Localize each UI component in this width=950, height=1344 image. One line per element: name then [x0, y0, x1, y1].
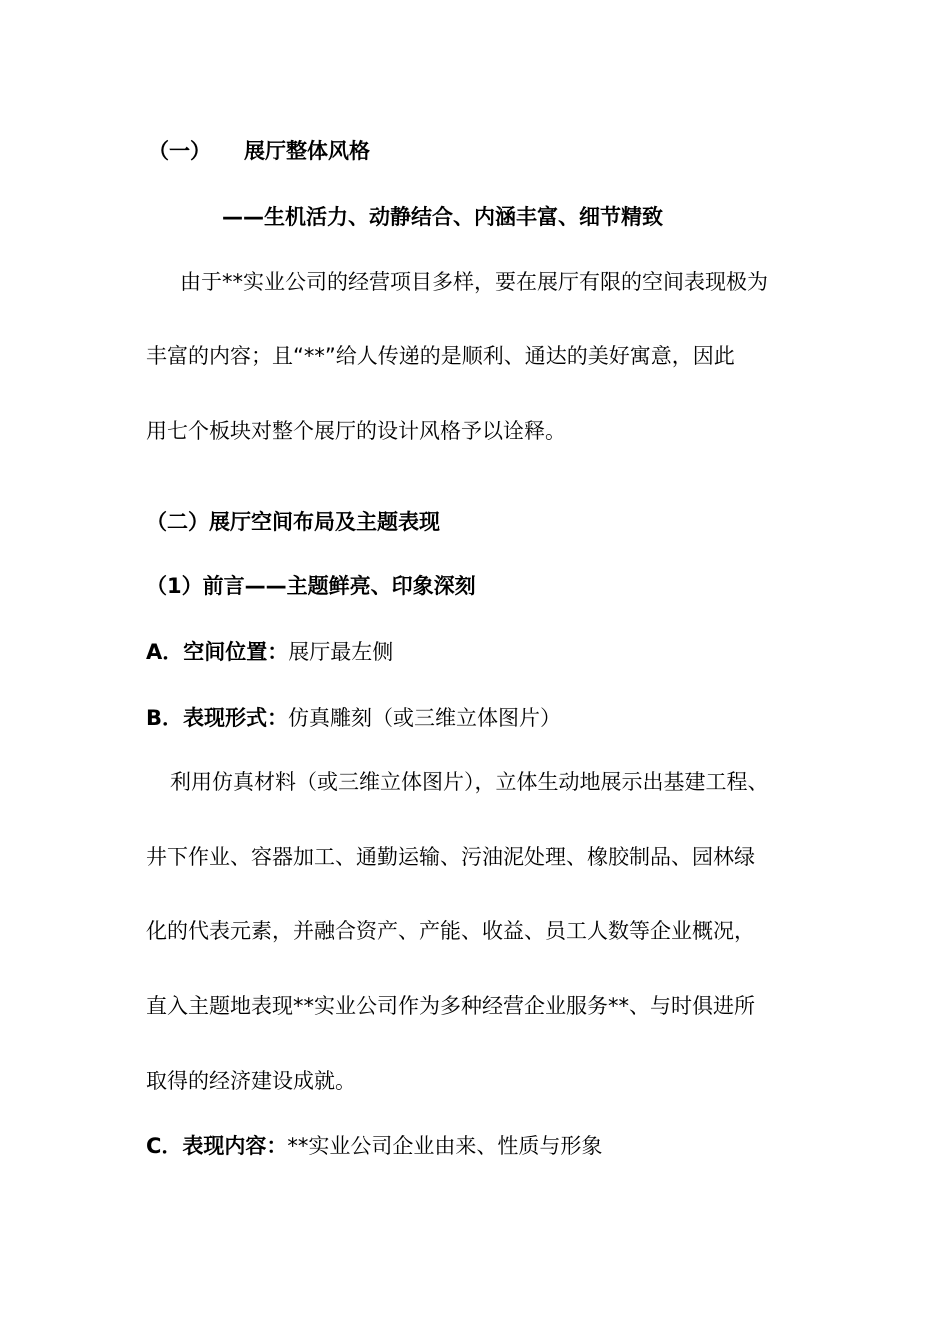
section-2-paragraph-line-3: 化的代表元素，并融合资产、产能、收益、员工人数等企业概况， [146, 919, 755, 943]
section-1-paragraph-line-2: 丰富的内容；且“**”给人传递的是顺利、通达的美好寓意，因此 [146, 344, 735, 368]
item-c-label: C．表现内容： [146, 1134, 288, 1158]
section-1-paragraph-line-3: 用七个板块对整个展厅的设计风格予以诠释。 [146, 419, 566, 443]
section-1-subtitle: ——生机活力、动静结合、内涵丰富、细节精致 [222, 205, 663, 229]
section-2-paragraph-line-5: 取得的经济建设成就。 [146, 1069, 356, 1093]
item-a [146, 637, 393, 667]
section-1-number: （一） [148, 139, 211, 163]
section-1-paragraph-line-1: 由于**实业公司的经营项目多样，要在展厅有限的空间表现极为 [180, 270, 768, 294]
item-c-value: **实业公司企业由来、性质与形象 [287, 1134, 603, 1158]
section-2-paragraph-line-4: 直入主题地表现**实业公司作为多种经营企业服务**、与时俱进所 [146, 994, 755, 1018]
section-2-subheading-1: （1）前言——主题鲜亮、印象深刻 [146, 574, 476, 598]
item-b [146, 703, 561, 733]
item-a-value: 展厅最左侧 [288, 640, 394, 664]
section-1-title: 展厅整体风格 [244, 139, 370, 163]
section-2-paragraph-line-1: 利用仿真材料（或三维立体图片），立体生动地展示出基建工程、 [170, 770, 769, 794]
section-2-title: （二）展厅空间布局及主题表现 [146, 510, 440, 534]
item-b-label: B．表现形式： [146, 706, 289, 730]
section-2-paragraph-line-2: 井下作业、容器加工、通勤运输、污油泥处理、橡胶制品、园林绿 [146, 845, 755, 869]
item-b-value: 仿真雕刻（或三维立体图片） [288, 706, 562, 730]
item-c [146, 1131, 602, 1161]
item-a-label: A．空间位置： [146, 640, 289, 664]
